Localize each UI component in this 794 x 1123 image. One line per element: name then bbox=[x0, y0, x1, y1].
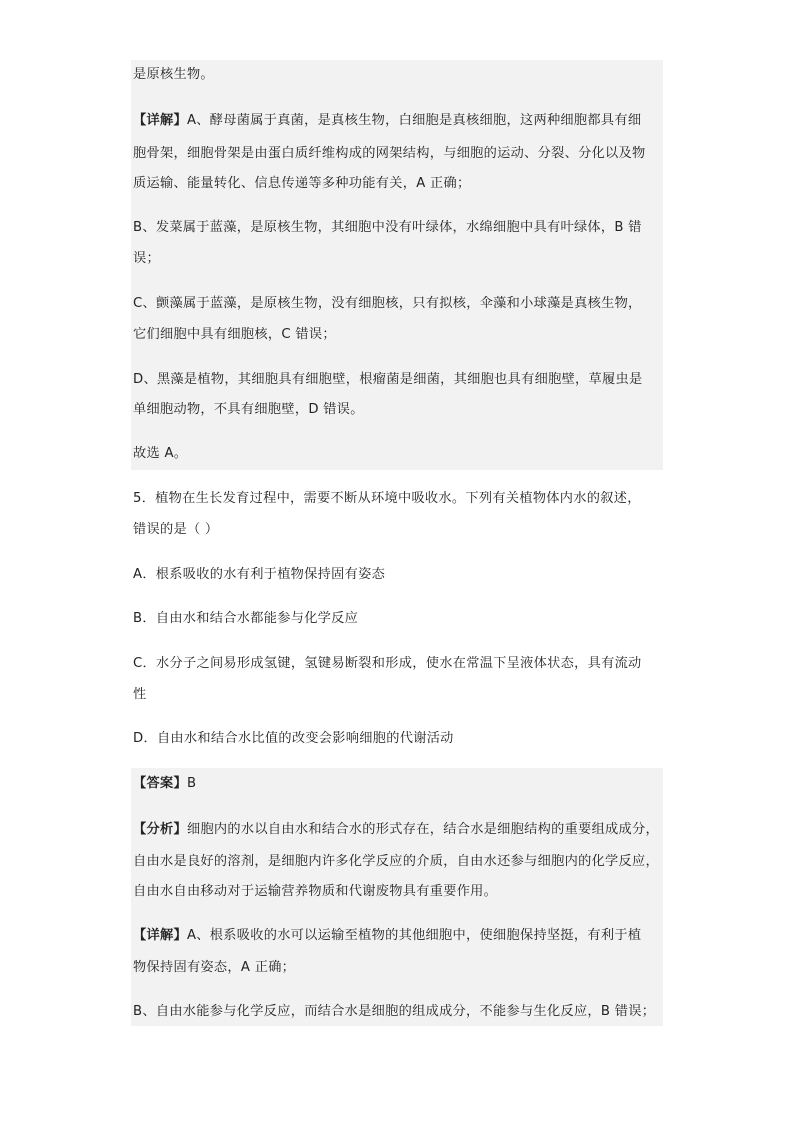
answer-value: B bbox=[186, 776, 197, 791]
detail-text: A、酵母菌属于真菌，是真核生物，白细胞是真核细胞，这两种细胞都具有细 bbox=[186, 113, 642, 128]
option-c: 性 bbox=[133, 687, 147, 702]
analysis-line bbox=[133, 821, 659, 839]
detail-option-d-line: 单细胞动物，不具有细胞壁，D 错误。 bbox=[133, 402, 364, 417]
detail-paragraph-line bbox=[133, 927, 641, 945]
analysis-text: 细胞内的水以自由水和结合水的形式存在，结合水是细胞结构的重要组成成分， bbox=[186, 822, 660, 837]
analysis-line: 自由水是良好的溶剂，是细胞内许多化学反应的介质，自由水还参与细胞内的化学反应， bbox=[133, 854, 660, 869]
option-a: A．根系吸收的水有利于植物保持固有姿态 bbox=[133, 567, 386, 582]
option-d: D．自由水和结合水比值的改变会影响细胞的代谢活动 bbox=[133, 731, 454, 746]
detail-paragraph-line: 质运输、能量转化、信息传递等多种功能有关，A 正确； bbox=[133, 176, 471, 191]
question-stem: 错误的是（ ） bbox=[133, 522, 219, 537]
detail-paragraph-line: 胞骨架，细胞骨架是由蛋白质纤维构成的网架结构，与细胞的运动、分裂、分化以及物 bbox=[133, 146, 646, 161]
detail-text: A、根系吸收的水可以运输至植物的其他细胞中，使细胞保持坚挺，有利于植 bbox=[186, 928, 642, 943]
detail-option-b-line: 误； bbox=[133, 251, 160, 266]
detail-option-b-line: B、发菜属于蓝藻，是原核生物，其细胞中没有叶绿体，水绵细胞中具有叶绿体，B 错 bbox=[133, 220, 642, 235]
detail-option-d-line: D、黑藻是植物，其细胞具有细胞壁，根瘤菌是细菌，其细胞也具有细胞壁，草履虫是 bbox=[133, 372, 643, 387]
analysis-label: 【分析】 bbox=[133, 822, 187, 837]
explanation-line: 是原核生物。 bbox=[133, 67, 214, 82]
analysis-line: 自由水自由移动对于运输营养物质和代谢废物具有重要作用。 bbox=[133, 884, 498, 899]
detail-paragraph-line: 物保持固有姿态，A 正确； bbox=[133, 960, 296, 975]
detail-option-c-line: 它们细胞中具有细胞核，C 错误； bbox=[133, 327, 336, 342]
answer-label: 【答案】 bbox=[133, 776, 187, 791]
detail-label: 【详解】 bbox=[133, 928, 187, 943]
detail-paragraph-line bbox=[133, 112, 641, 130]
option-c: C．水分子之间易形成氢键，氢键易断裂和形成，使水在常温下呈液体状态，具有流动 bbox=[133, 656, 642, 671]
detail-option-c-line: C、颤藻属于蓝藻，是原核生物，没有细胞核，只有拟核，伞藻和小球藻是真核生物， bbox=[133, 296, 642, 311]
final-choice: 故选 A。 bbox=[133, 446, 188, 461]
detail-option-b-line: B、自由水能参与化学反应，而结合水是细胞的组成成分，不能参与生化反应，B 错误； bbox=[133, 1004, 656, 1019]
question-stem: 5．植物在生长发育过程中，需要不断从环境中吸收水。下列有关植物体内水的叙述， bbox=[133, 491, 641, 506]
detail-label: 【详解】 bbox=[133, 113, 187, 128]
option-b: B．自由水和结合水都能参与化学反应 bbox=[133, 611, 359, 626]
answer-line bbox=[133, 775, 196, 793]
